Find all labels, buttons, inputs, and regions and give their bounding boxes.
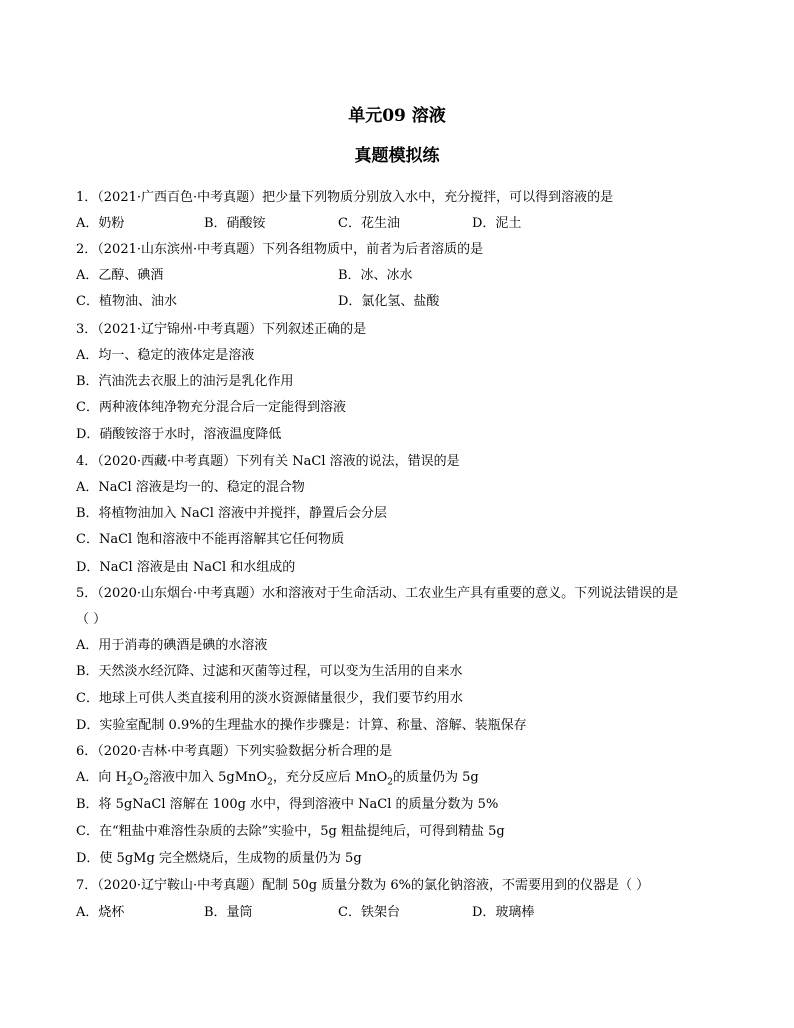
question-2-stem: 2．（2021·山东滨州·中考真题）下列各组物质中，前者为后者溶质的是 bbox=[76, 242, 484, 257]
question-3-option-a: A．均一、稳定的液体定是溶液 bbox=[76, 348, 255, 363]
question-5-option-b: B．天然淡水经沉降、过滤和灭菌等过程，可以变为生活用的自来水 bbox=[76, 664, 463, 679]
question-7-option-d: D．玻璃棒 bbox=[472, 905, 535, 920]
question-6-option-d: D．使 5gMg 完全燃烧后，生成物的质量仍为 5g bbox=[76, 851, 362, 866]
question-7-stem: 7．（2020·辽宁鞍山·中考真题）配制 50g 质量分数为 6%的氯化钠溶液，不需要用到的仪器是（ ） bbox=[76, 878, 650, 893]
question-2-option-d: D．氯化氢、盐酸 bbox=[338, 294, 440, 309]
question-2-option-c: C．植物油、油水 bbox=[76, 294, 177, 309]
unit-title: 单元09 溶液 bbox=[348, 106, 446, 126]
question-5-answer-blank: （ ） bbox=[76, 612, 107, 627]
question-1-stem: 1．（2021·广西百色·中考真题）把少量下列物质分别放入水中，充分搅拌，可以得到溶液的是 bbox=[76, 190, 614, 205]
question-2-option-b: B．冰、冰水 bbox=[338, 268, 413, 283]
question-4-stem: 4．（2020·西藏·中考真题）下列有关 NaCl 溶液的说法，错误的是 bbox=[76, 454, 460, 469]
question-3-stem: 3．（2021·辽宁锦州·中考真题）下列叙述正确的是 bbox=[76, 322, 367, 337]
question-4-option-d: D．NaCl 溶液是由 NaCl 和水组成的 bbox=[76, 560, 296, 575]
question-6-option-a: A．向 $H_2O_2$溶液中加入 5gMnO$_2$，充分反应后 MnO$_2$的质量仍为 5g bbox=[76, 770, 479, 788]
question-1-option-d: D．泥土 bbox=[472, 216, 522, 231]
question-2-option-a: A．乙醇、碘酒 bbox=[76, 268, 164, 283]
question-3-option-d: D．硝酸铵溶于水时，溶液温度降低 bbox=[76, 427, 282, 442]
question-6-option-b: B．将 5gNaCl 溶解在 100g 水中，得到溶液中 NaCl 的质量分数为 5% bbox=[76, 797, 499, 812]
question-1-option-b: B．硝酸铵 bbox=[204, 216, 266, 231]
question-4-option-b: B．将植物油加入 NaCl 溶液中并搅拌，静置后会分层 bbox=[76, 506, 388, 521]
question-6-option-c: C．在“粗盐中难溶性杂质的去除”实验中，5g 粗盐提纯后，可得到精盐 5g bbox=[76, 824, 505, 839]
question-6-stem: 6．（2020·吉林·中考真题）下列实验数据分析合理的是 bbox=[76, 744, 393, 759]
question-3-option-c: C．两种液体纯净物充分混合后一定能得到溶液 bbox=[76, 400, 346, 415]
question-5-option-d: D．实验室配制 0.9%的生理盐水的操作步骤是：计算、称量、溶解、装瓶保存 bbox=[76, 718, 527, 733]
question-1-option-a: A．奶粉 bbox=[76, 216, 125, 231]
question-7-option-c: C．铁架台 bbox=[338, 905, 400, 920]
section-subtitle: 真题模拟练 bbox=[354, 146, 440, 166]
question-5-stem: 5．（2020·山东烟台·中考真题）水和溶液对于生命活动、工农业生产具有重要的意义。下列说法错误的是 bbox=[76, 586, 679, 601]
question-5-option-c: C．地球上可供人类直接利用的淡水资源储量很少，我们要节约用水 bbox=[76, 691, 463, 706]
question-7-option-a: A．烧杯 bbox=[76, 905, 125, 920]
question-4-option-a: A．NaCl 溶液是均一的、稳定的混合物 bbox=[76, 480, 305, 495]
question-3-option-b: B．汽油洗去衣服上的油污是乳化作用 bbox=[76, 374, 294, 389]
question-4-option-c: C．NaCl 饱和溶液中不能再溶解其它任何物质 bbox=[76, 532, 345, 547]
question-7-option-b: B．量筒 bbox=[204, 905, 253, 920]
question-1-option-c: C．花生油 bbox=[338, 216, 400, 231]
question-5-option-a: A．用于消毒的碘酒是碘的水溶液 bbox=[76, 638, 268, 653]
